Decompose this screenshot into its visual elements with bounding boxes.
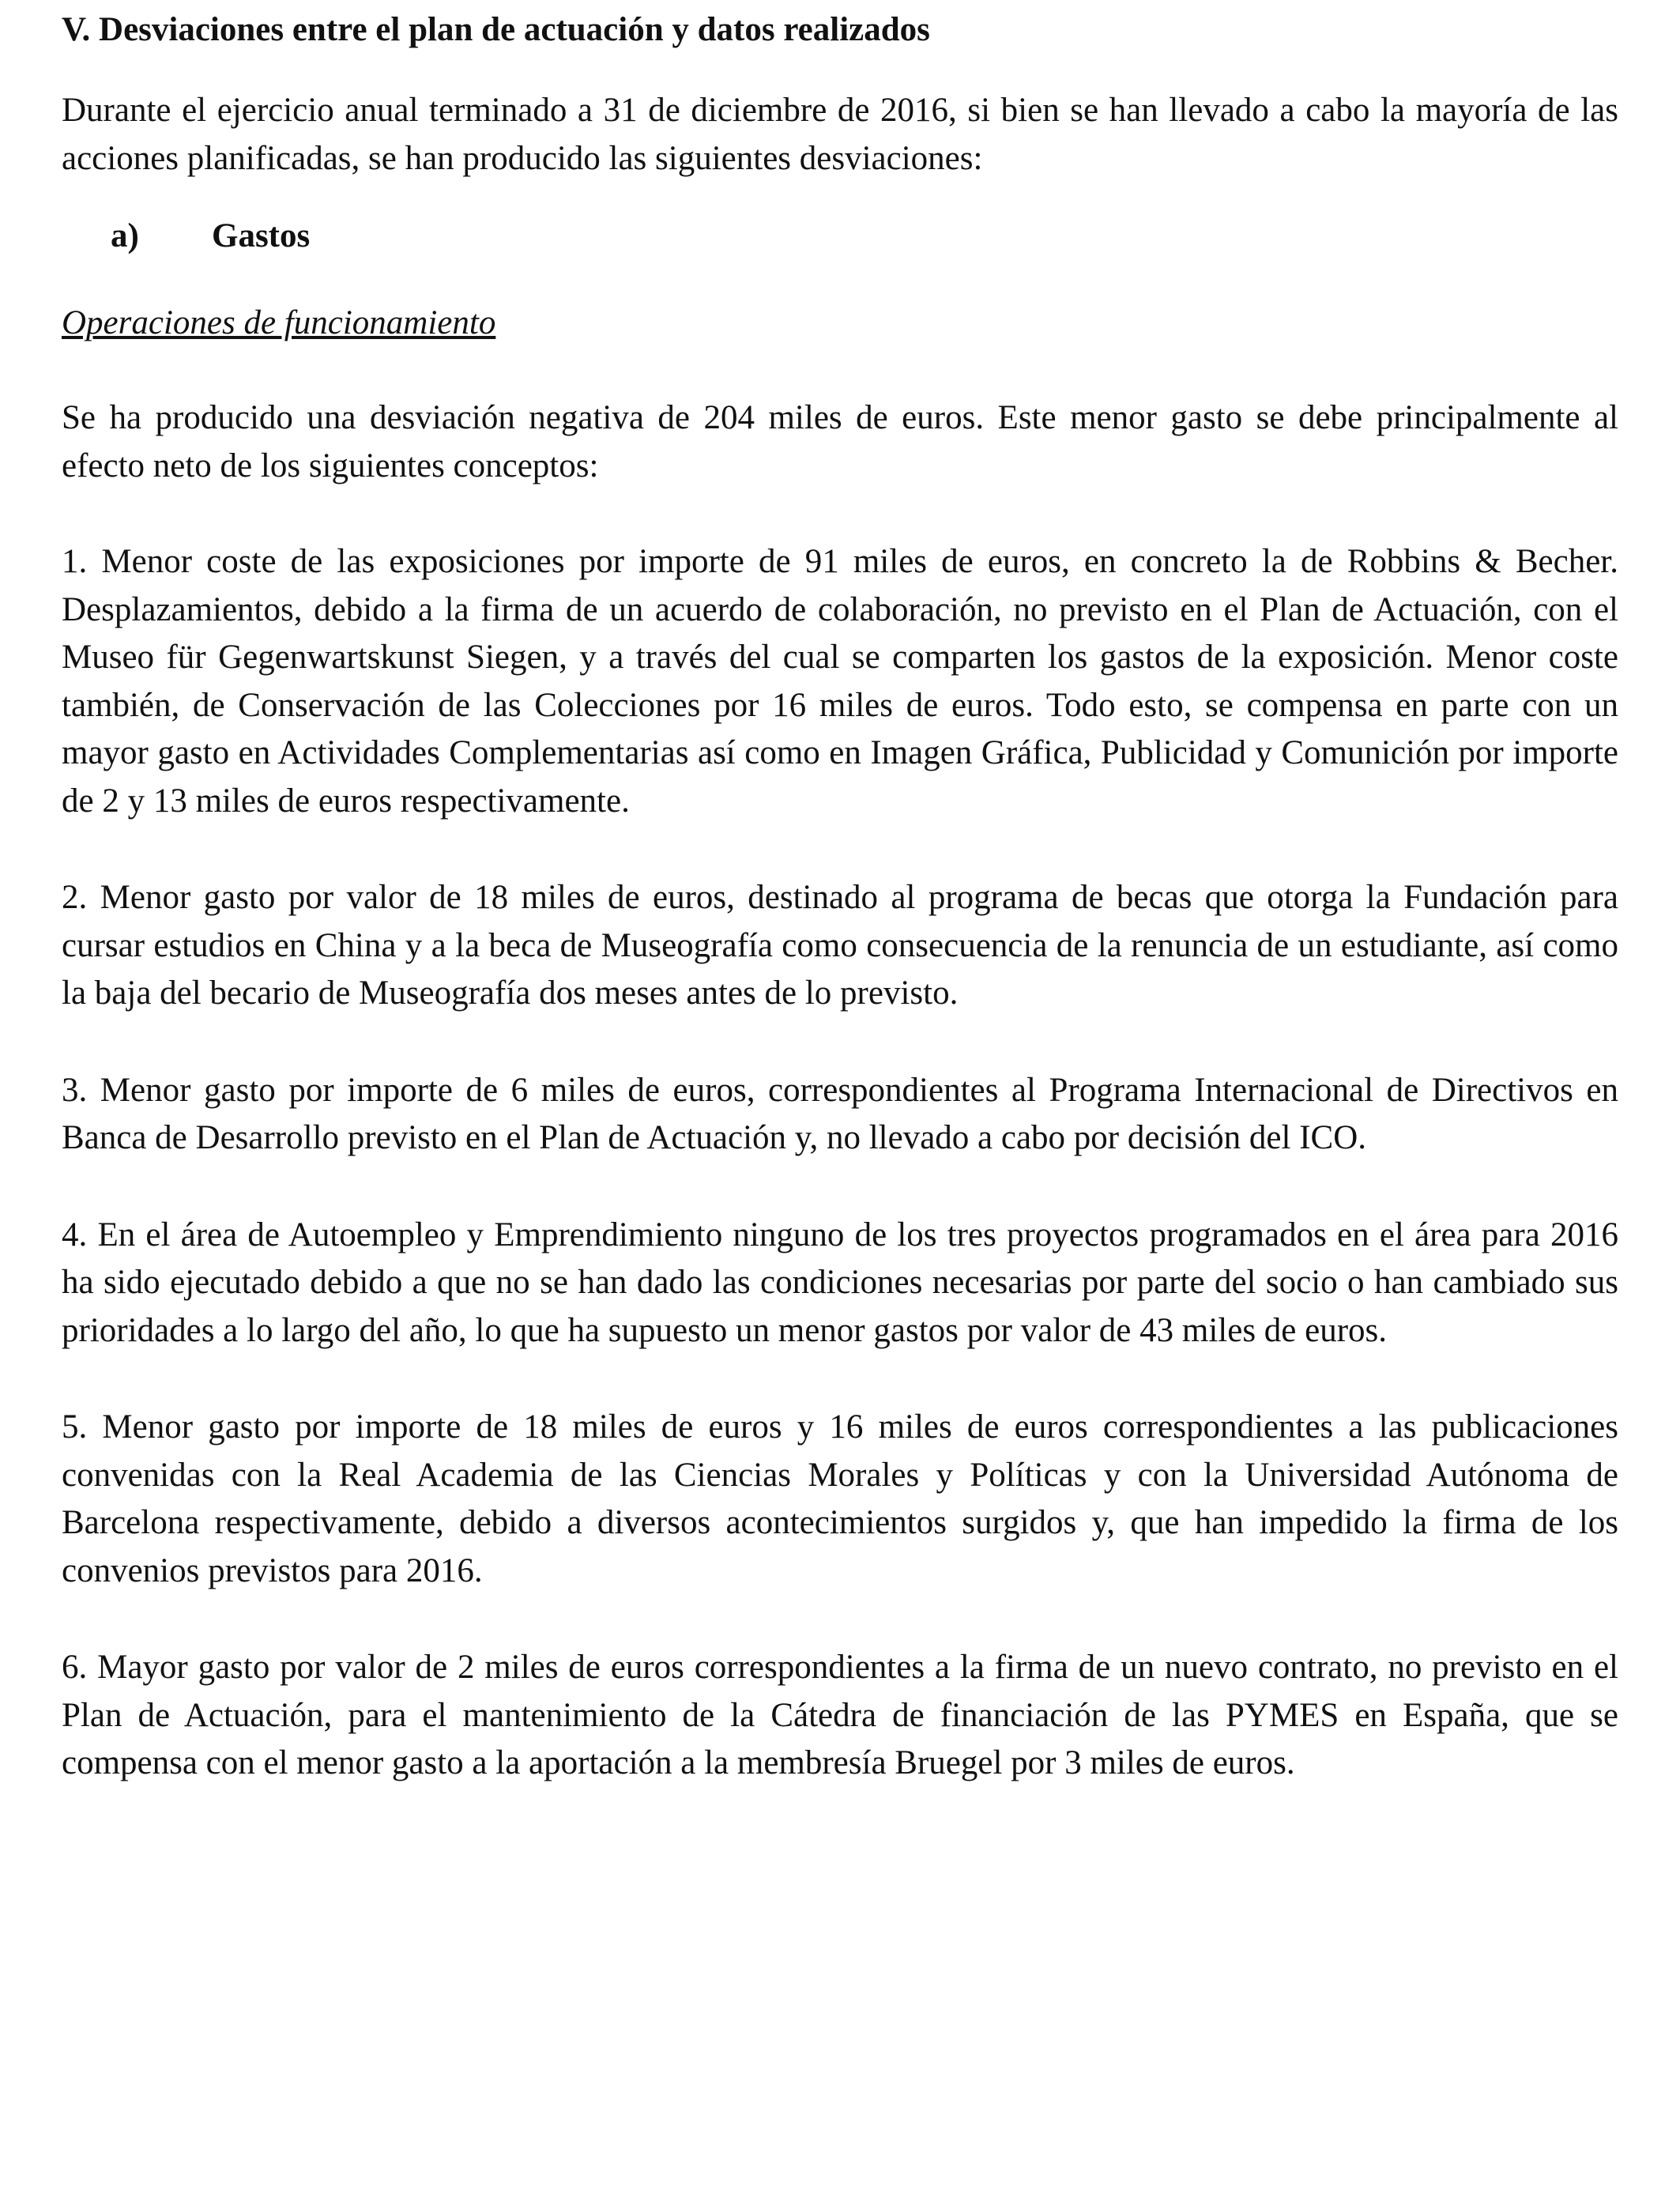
list-item: 2. Menor gasto por valor de 18 miles de euros, destinado al programa de becas que otorga la Fundación para cursar estudios en China y a la beca de Museografía como consecuencia de la renuncia de un estudiante, así como la baja del becario de Museografía dos meses antes de lo previsto.	[62, 879, 1618, 1012]
subheading-gastos	[62, 213, 1618, 260]
list-item: 6. Mayor gasto por valor de 2 miles de euros correspondientes a la firma de un nuevo contrato, no previsto en el Plan de Actuación, para el mantenimiento de la Cátedra de financiación de las PYMES en España, que se compensa con el menor gasto a la aportación a la membresía Bruegel por 3 miles de euros.	[62, 1649, 1618, 1781]
list-item: 5. Menor gasto por importe de 18 miles de euros y 16 miles de euros correspondientes a las publicaciones convenidas con la Real Academia de las Ciencias Morales y Políticas y con la Universidad Autónoma de Barcelona respectivamente, debido a diversos acontecimientos surgidos y, que han impedido la firma de los convenios previstos para 2016.	[62, 1408, 1618, 1589]
subsection-title: Operaciones de funcionamiento	[62, 304, 496, 341]
subheading-label: Gastos	[212, 217, 311, 254]
subheading-letter: a)	[111, 217, 139, 254]
document-page	[62, 6, 1618, 1837]
section-heading: V. Desviaciones entre el plan de actuación y datos realizados	[62, 11, 930, 48]
list-item: 1. Menor coste de las exposiciones por importe de 91 miles de euros, en concreto la de Robbins & Becher. Desplazamientos, debido a la firma de un acuerdo de colaboración, no previsto en el Plan de Actuación, con el Museo für Gegenwartskunst Siegen, y a través del cual se comparten los gastos de la exposición. Menor coste también, de Conservación de las Colecciones por 16 miles de euros. Todo esto, se compensa en parte con un mayor gasto en Actividades Complementarias así como en Imagen Gráfica, Publicidad y Comunición por importe de 2 y 13 miles de euros respectivamente.	[62, 543, 1618, 820]
intro-paragraph: Durante el ejercicio anual terminado a 31 de diciembre de 2016, si bien se han llevado a cabo la mayoría de las acciones planificadas, se han producido las siguientes desviaciones:	[62, 92, 1618, 177]
lead-paragraph: Se ha producido una desviación negativa de 204 miles de euros. Este menor gasto se debe principalmente al efecto neto de los siguientes conceptos:	[62, 399, 1618, 484]
list-item: 3. Menor gasto por importe de 6 miles de euros, correspondientes al Programa Internacional de Directivos en Banca de Desarrollo previsto en el Plan de Actuación y, no llevado a cabo por decisión del ICO.	[62, 1071, 1618, 1156]
list-item: 4. En el área de Autoempleo y Emprendimiento ninguno de los tres proyectos programados en el área para 2016 ha sido ejecutado debido a que no se han dado las condiciones necesarias por parte del socio o han cambiado sus prioridades a lo largo del año, lo que ha supuesto un menor gastos por valor de 43 miles de euros.	[62, 1216, 1618, 1349]
